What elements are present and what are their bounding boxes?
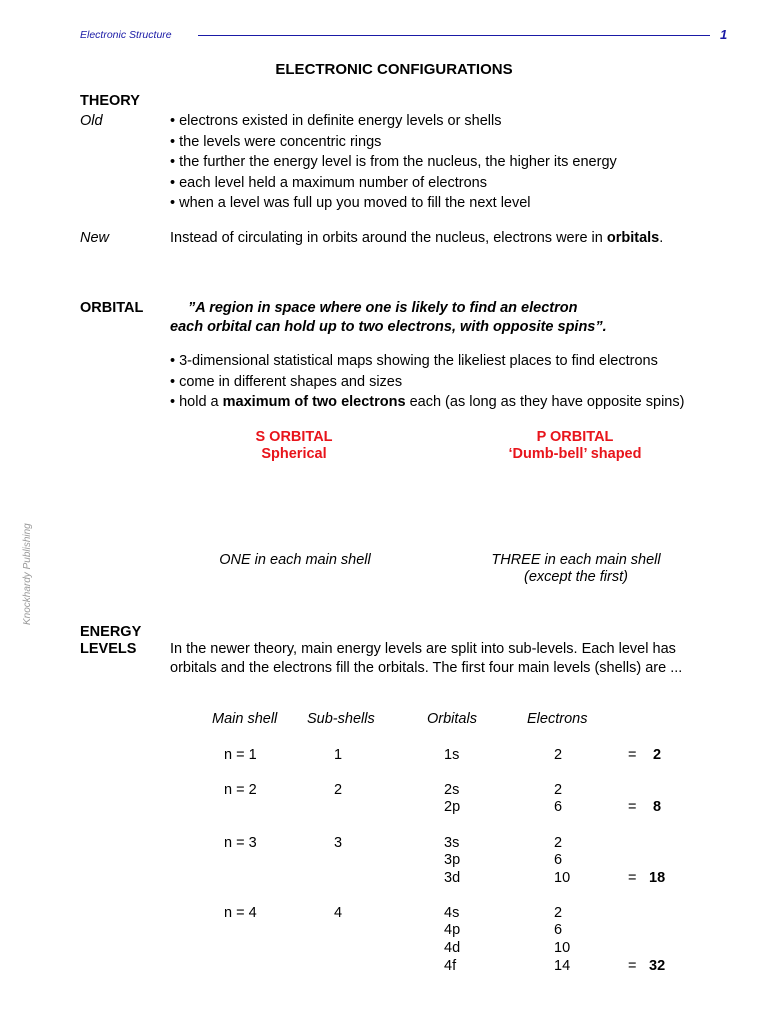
electron-count: 6 xyxy=(554,799,563,815)
p-orbital-count-line2: (except the first) xyxy=(524,569,628,585)
table-header-electrons: Electrons xyxy=(527,711,588,727)
orbital-label: 3s xyxy=(444,835,460,851)
shell-total: 32 xyxy=(649,958,666,974)
page-number: 1 xyxy=(720,27,728,42)
electron-count: 14 xyxy=(554,958,571,974)
orbital-label: 3p xyxy=(444,852,461,868)
shell-total: 2 xyxy=(653,747,662,763)
new-theory-text xyxy=(170,230,663,246)
bullet3-end: each (as long as they have opposite spins) xyxy=(405,394,685,410)
equals-sign: = xyxy=(628,870,637,886)
page-title: ELECTRONIC CONFIGURATIONS xyxy=(275,61,513,78)
table-row: n = 2 xyxy=(224,782,257,798)
equals-sign: = xyxy=(628,958,637,974)
subshell-count: 2 xyxy=(334,782,343,798)
list-item: • the levels were concentric rings xyxy=(170,133,382,150)
p-orbital-shape: ‘Dumb-bell’ shaped xyxy=(508,446,642,462)
list-item: • come in different shapes and sizes xyxy=(170,373,403,390)
electron-count: 6 xyxy=(554,852,563,868)
equals-sign: = xyxy=(628,799,637,815)
orbital-points-list xyxy=(170,351,684,413)
publisher-sidebar: Knockhardy Publishing xyxy=(22,523,33,625)
table-row: n = 3 xyxy=(224,835,257,851)
new-label: New xyxy=(80,230,110,246)
p-orbital-title: P ORBITAL xyxy=(536,429,614,445)
table-header-orbitals: Orbitals xyxy=(427,711,477,727)
orbital-label: 4d xyxy=(444,940,461,956)
orbital-heading: ORBITAL xyxy=(80,300,144,316)
list-item xyxy=(170,392,684,413)
s-orbital-shape: Spherical xyxy=(261,446,327,462)
orbital-definition-line1: ”A region in space where one is likely to find an electron xyxy=(188,300,578,316)
new-text-end: . xyxy=(659,230,664,246)
s-orbital-count: ONE in each main shell xyxy=(219,552,371,568)
subshell-count: 1 xyxy=(334,747,343,763)
orbital-label: 2p xyxy=(444,799,461,815)
table-header-main-shell: Main shell xyxy=(212,711,278,727)
energy-heading-line1: ENERGY xyxy=(80,624,142,640)
orbital-label: 4p xyxy=(444,922,461,938)
shell-total: 18 xyxy=(649,870,666,886)
old-label: Old xyxy=(80,113,103,129)
orbital-label: 3d xyxy=(444,870,461,886)
list-item: • the further the energy level is from the nucleus, the higher its energy xyxy=(170,154,617,170)
orbital-label: 2s xyxy=(444,782,460,798)
electron-count: 10 xyxy=(554,940,571,956)
list-item: • each level held a maximum number of electrons xyxy=(170,174,487,191)
old-points-list xyxy=(170,111,617,214)
subshell-count: 4 xyxy=(334,905,343,921)
list-item: • when a level was full up you moved to fill the next level xyxy=(170,195,531,211)
orbital-label: 4f xyxy=(444,958,457,974)
list-item: • 3-dimensional statistical maps showing the likeliest places to find electrons xyxy=(170,353,658,369)
header-rule xyxy=(198,35,710,36)
shell-total: 8 xyxy=(653,799,662,815)
p-orbital-count-line1: THREE in each main shell xyxy=(491,552,661,568)
orbital-label: 4s xyxy=(444,905,460,921)
bullet3-start: • hold a xyxy=(170,394,223,410)
electron-count: 2 xyxy=(554,905,563,921)
electron-count: 2 xyxy=(554,782,563,798)
electron-count: 10 xyxy=(554,870,571,886)
max-two-electrons: maximum of two electrons xyxy=(222,394,406,410)
electron-count: 2 xyxy=(554,747,563,763)
energy-text-line2: orbitals and the electrons fill the orbitals. The first four main levels (shells) are ... xyxy=(170,660,683,676)
orbital-label: 1s xyxy=(444,747,460,763)
list-item: • electrons existed in definite energy levels or shells xyxy=(170,113,502,129)
energy-text-line1: In the newer theory, main energy levels are split into sub-levels. Each level has xyxy=(170,641,676,657)
electron-count: 6 xyxy=(554,922,563,938)
equals-sign: = xyxy=(628,747,637,763)
subshell-count: 3 xyxy=(334,835,343,851)
table-row: n = 4 xyxy=(224,905,257,921)
orbital-definition-line2: each orbital can hold up to two electrons, with opposite spins”. xyxy=(170,319,607,335)
new-text-start: Instead of circulating in orbits around the nucleus, electrons were in xyxy=(170,230,607,246)
table-header-sub-shells: Sub-shells xyxy=(307,711,375,727)
electron-count: 2 xyxy=(554,835,563,851)
running-title: Electronic Structure xyxy=(80,29,172,41)
table-row: n = 1 xyxy=(224,747,257,763)
s-orbital-title: S ORBITAL xyxy=(255,429,333,445)
energy-heading-line2: LEVELS xyxy=(80,641,137,657)
theory-heading: THEORY xyxy=(80,93,140,109)
orbitals-term: orbitals xyxy=(606,230,660,246)
